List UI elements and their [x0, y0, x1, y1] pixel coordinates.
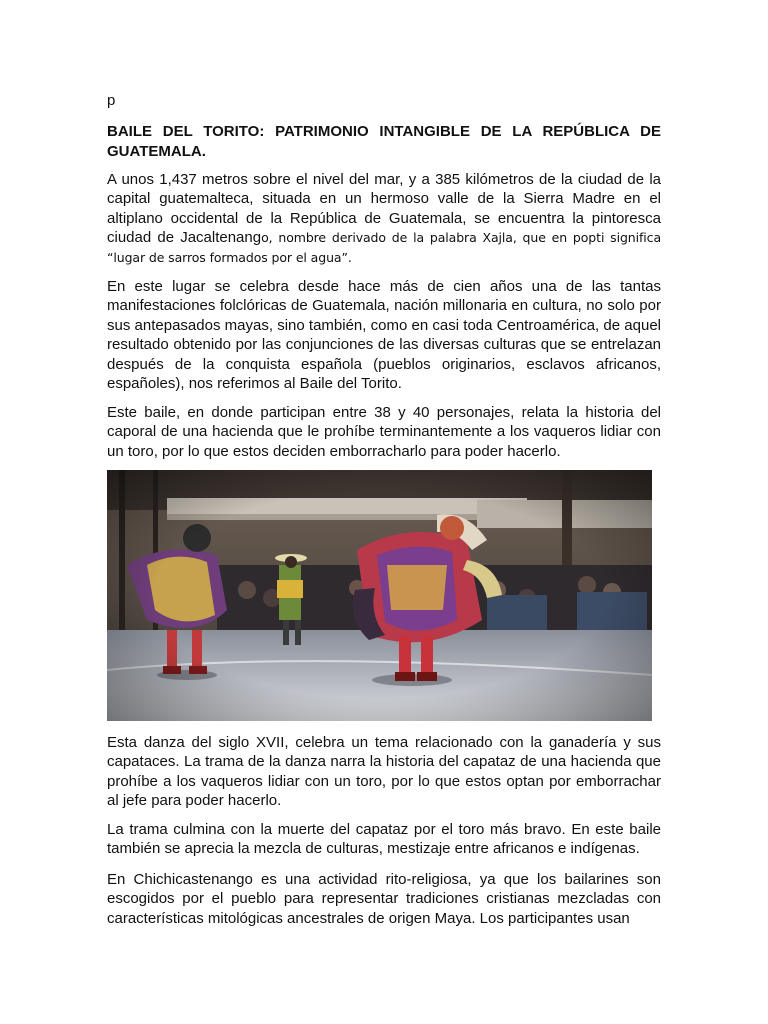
- paragraph-history: Esta danza del siglo XVII, celebra un tema relacionado con la ganadería y sus capataces. La trama de la danza narra la historia del capataz de una hacienda que prohíbe a los vaqueros lidiar con un toro, por lo que estos optan por emborrachar al jefe para poder hacerlo.: [107, 734, 661, 810]
- paragraph-plot: La trama culmina con la muerte del capataz por el toro más bravo. En este baile también se aprecia la mezcla de culturas, mestizaje entre africanos e indígenas.: [107, 821, 661, 858]
- paragraph-characters: Este baile, en donde participan entre 38 y 40 personajes, relata la historia del caporal de una hacienda que le prohíbe terminantemente a los vaqueros lidiar con un toro, por lo que estos deciden emborracharlo para poder hacerlo.: [107, 404, 661, 460]
- paragraph-intro-main: A unos 1,437 metros sobre el nivel del mar, y a 385 kilómetros de la ciudad de la capital guatemalteca, situada en un hermoso valle de la Sierra Madre en el altiplano occidental de la República de Guatemala, se encuentra la pintoresca ciudad de Jacaltenang: [107, 171, 661, 247]
- paragraph-intro: [107, 170, 661, 267]
- paragraph-intro-tail: o, nombre derivado de la palabra Xajla, que en popti significa “lugar de sarros formados por el agua”.: [107, 230, 661, 265]
- page-marker: p: [107, 92, 116, 109]
- dancers-photo: [107, 470, 652, 721]
- paragraph-chichicastenango: En Chichicastenango es una actividad rito-religiosa, ya que los bailarines son escogidos por el pueblo para representar tradiciones cristianas mezcladas con características mitológicas ancestrales de origen Maya. Los participantes usan: [107, 871, 661, 927]
- dancers-photo-illustration: [107, 470, 652, 721]
- paragraph-celebration: En este lugar se celebra desde hace más de cien años una de las tantas manifestaciones folclóricas de Guatemala, nación millonaria en cultura, no solo por sus antepasados mayas, sino también, como en casi toda Centroamérica, de aquel resultado obtenido por las conjunciones de las diversas culturas que se entrelazan después de la conquista española (pueblos originarios, esclavos africanos, españoles), nos referimos al Baile del Torito.: [107, 278, 661, 393]
- document-title: BAILE DEL TORITO: PATRIMONIO INTANGIBLE DE LA REPÚBLICA DE GUATEMALA.: [107, 123, 661, 160]
